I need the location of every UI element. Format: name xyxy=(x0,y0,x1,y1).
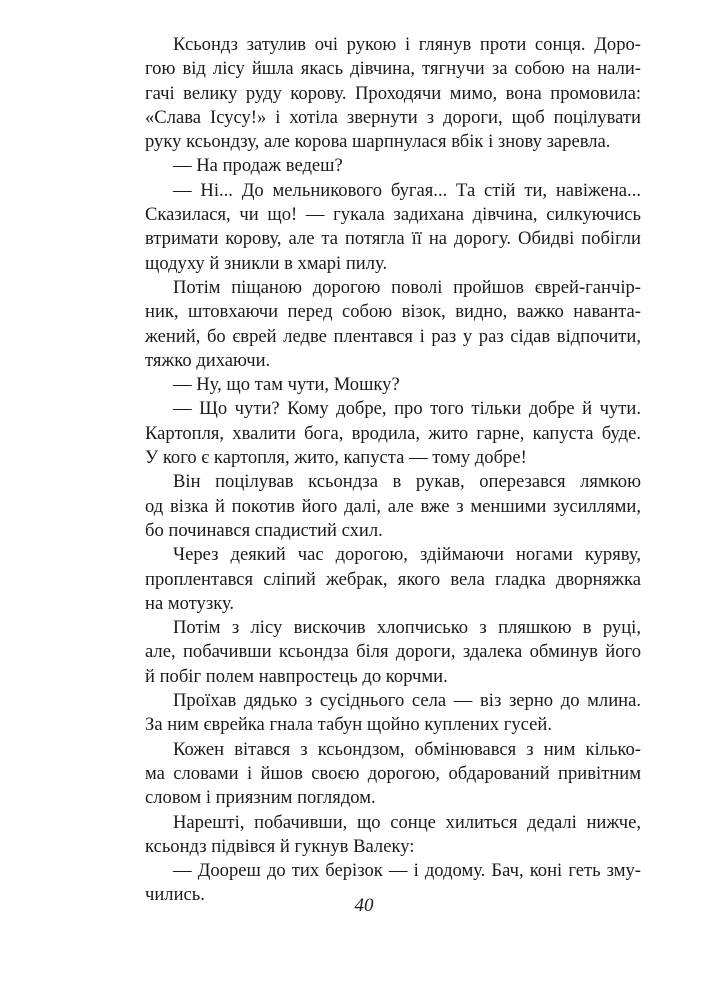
text-line: ма словами і йшов своєю дорогою, обдарований привітним xyxy=(145,762,641,784)
text-line: Кожен вітався з ксьондзом, обмінювався з ним кілько- xyxy=(173,738,641,760)
text-line: — Ні... До мельникового бугая... Та стій ти, навіжена... xyxy=(173,179,641,201)
text-line: тяжко дихаючи. xyxy=(145,349,271,371)
text-line: проплентався сліпий жебрак, якого вела гладка дворняжка xyxy=(145,568,641,590)
page-number: 40 xyxy=(354,895,374,916)
text-line: ник, штовхаючи перед собою візок, видно, важко наванта- xyxy=(145,301,641,323)
text-line: — На продаж ведеш? xyxy=(173,155,343,177)
text-line: ксьондз підвівся й гукнув Валеку: xyxy=(145,835,415,857)
text-line: Через деякий час дорогою, здіймаючи ногами куряву, xyxy=(173,544,641,566)
text-line: й побіг полем навпростець до корчми. xyxy=(145,665,448,687)
text-line: — Ну, що там чути, Мошку? xyxy=(173,374,400,396)
text-line: Картопля, хвалити бога, вродила, жито гарне, капуста буде. xyxy=(145,422,641,444)
text-line: — Що чути? Кому добре, про того тільки добре й чути. xyxy=(173,398,641,420)
text-line: За ним єврейка гнала табун щойно куплених гусей. xyxy=(145,714,552,736)
text-line: — Доореш до тих берізок — і додому. Бач, коні геть зму- xyxy=(173,860,641,882)
text-line: Проїхав дядько з сусіднього села — віз зерно до млина. xyxy=(173,690,641,712)
text-line: «Слава Ісусу!» і хотіла звернути з дороги, щоб поцілувати xyxy=(145,106,641,128)
text-line: на мотузку. xyxy=(145,592,235,614)
text-line: од візка й покотив його далі, але вже з меншими зусиллями, xyxy=(145,495,641,517)
text-line: Потім піщаною дорогою поволі пройшов єврей-ганчір- xyxy=(173,276,641,298)
text-line: гачі велику руду корову. Проходячи мимо, вона промовила: xyxy=(145,82,641,104)
text-line: але, побачивши ксьондза біля дороги, здалека обминув його xyxy=(145,641,641,663)
text-line: щодуху й зникли в хмарі пилу. xyxy=(145,252,388,274)
text-line: втримати корову, але та потягла її на дорогу. Обидві побігли xyxy=(145,228,641,250)
text-line: гою від лісу йшла якась дівчина, тягнучи за собою на нали- xyxy=(145,58,641,80)
text-line: Він поцілував ксьондза в рукав, оперезався лямкою xyxy=(173,471,641,493)
text-line: словом і приязним поглядом. xyxy=(145,787,376,809)
text-line: руку ксьондзу, але корова шарпнулася вбік і знову заревла. xyxy=(145,131,611,153)
body-text xyxy=(145,33,641,908)
text-line: жений, бо єврей ледве плентався і раз у раз сідав відпочити, xyxy=(145,325,641,347)
text-line: Ксьондз затулив очі рукою і глянув проти сонця. Доро- xyxy=(173,34,641,55)
text-line: У кого є картопля, жито, капуста — тому добре! xyxy=(145,447,527,469)
text-line: чились. xyxy=(145,884,205,906)
text-line: бо починався спадистий схил. xyxy=(145,519,383,541)
text-line: Потім з лісу вискочив хлопчисько з пляшкою в руці, xyxy=(173,617,641,639)
text-line: Нарешті, побачивши, що сонце хилиться дедалі нижче, xyxy=(173,811,641,833)
text-line: Сказилася, чи що! — гукала задихана дівчина, силкуючись xyxy=(145,204,641,226)
